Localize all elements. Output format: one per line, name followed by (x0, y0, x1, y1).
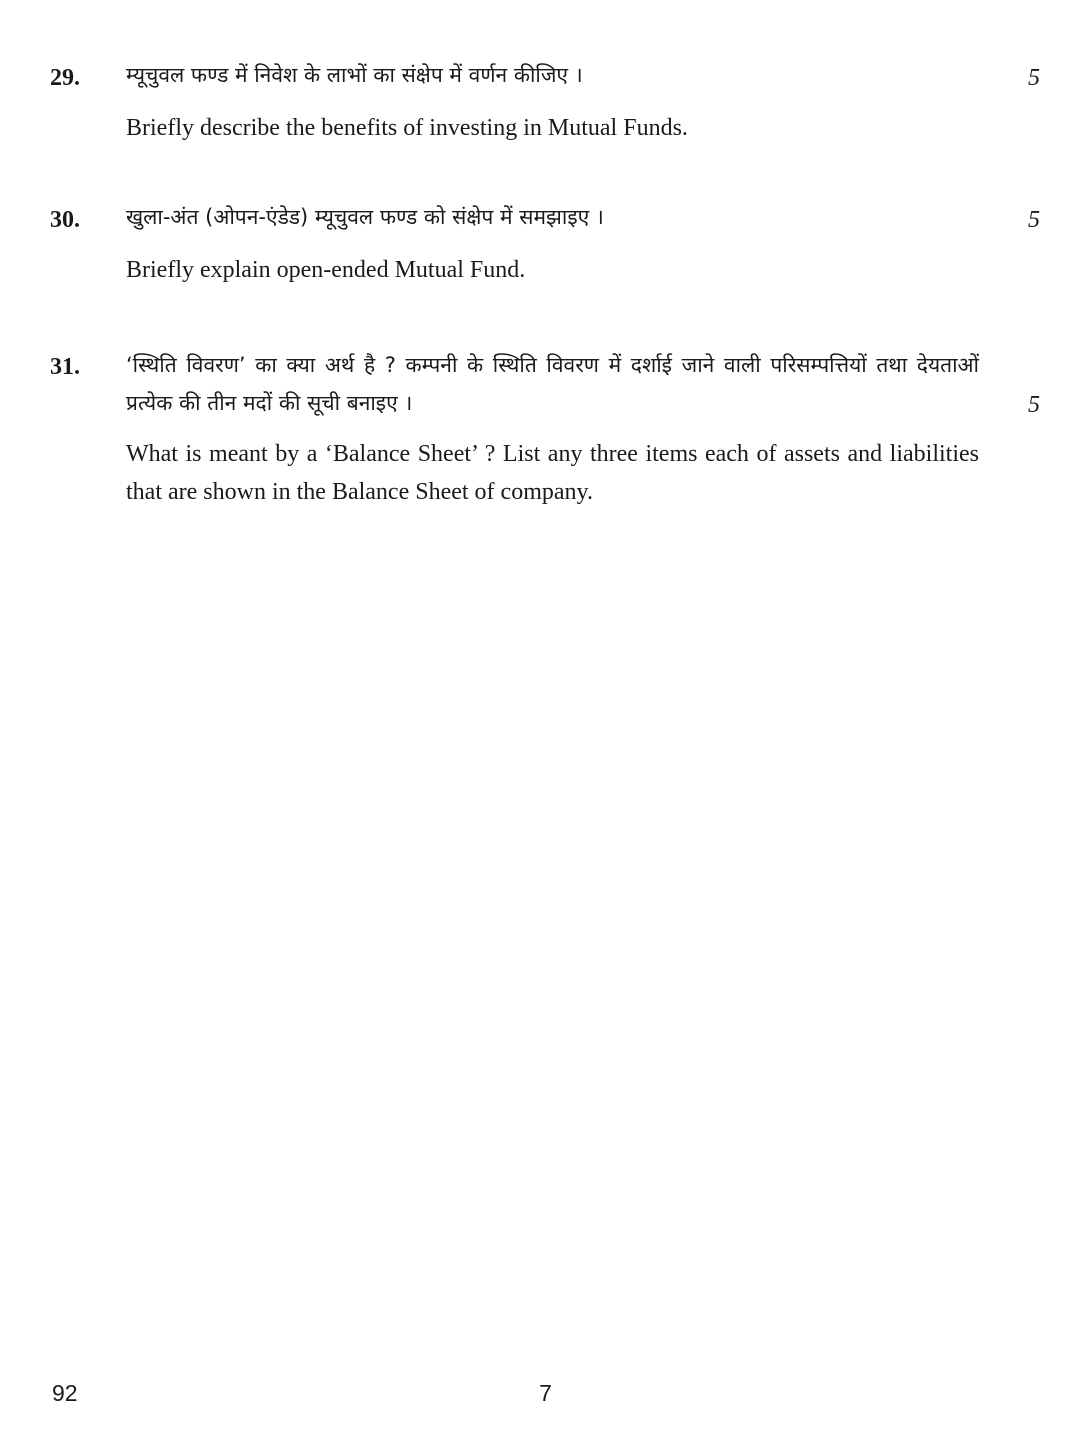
question-text-hindi: खुला-अंत (ओपन-एंडेड) म्यूचुवल फण्ड को संक्षेप में समझाइए । (126, 205, 604, 229)
question-marks: 5 (1028, 392, 1040, 418)
question-text-english: What is meant by a ‘Balance Sheet’ ? List any three items each of assets and liabilities that are shown in the Balance Sheet of company. (126, 441, 979, 505)
page-number: 7 (539, 1380, 552, 1406)
question-text-english: Briefly explain open-ended Mutual Fund. (126, 257, 526, 283)
question-number: 30. (50, 207, 80, 233)
question-marks: 5 (1028, 65, 1040, 91)
question-text-hindi: ‘स्थिति विवरण’ का क्या अर्थ है ? कम्पनी के स्थिति विवरण में दर्शाई जाने वाली परिसम्पत्तियों तथा देयताओं प्रत्येक की तीन मदों की सूची बनाइए । (126, 353, 979, 415)
question-number: 31. (50, 354, 80, 380)
question-text-english: Briefly describe the benefits of investing in Mutual Funds. (126, 115, 688, 141)
question-marks: 5 (1028, 207, 1040, 233)
question-text-hindi: म्यूचुवल फण्ड में निवेश के लाभों का संक्षेप में वर्णन कीजिए । (126, 63, 583, 87)
question-number: 29. (50, 65, 80, 91)
paper-code: 92 (52, 1380, 78, 1406)
